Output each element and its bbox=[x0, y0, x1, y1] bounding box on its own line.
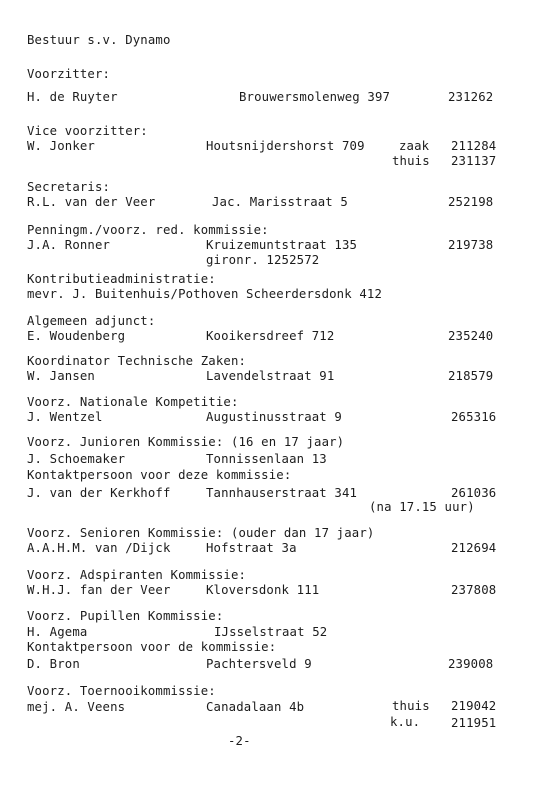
member-address: Tonnissenlaan 13 bbox=[206, 452, 327, 466]
member-address: Brouwersmolenweg 397 bbox=[239, 90, 391, 104]
contact-heading: Kontaktpersoon voor de kommissie: bbox=[27, 640, 277, 654]
member-phone: 231262 bbox=[448, 90, 494, 104]
member-address: Houtsnijdershorst 709 bbox=[206, 139, 365, 153]
member-name: W. Jonker bbox=[27, 139, 95, 153]
member-address: Kloversdonk 111 bbox=[206, 583, 320, 597]
member-phone: 218579 bbox=[448, 369, 494, 383]
section-heading: Algemeen adjunct: bbox=[27, 314, 156, 328]
member-name: R.L. van der Veer bbox=[27, 195, 156, 209]
member-phone: 265316 bbox=[451, 410, 497, 424]
member-address: Lavendelstraat 91 bbox=[206, 369, 335, 383]
member-phone: 261036 bbox=[451, 486, 497, 500]
section-heading: Voorzitter: bbox=[27, 67, 111, 81]
member-phone: 231137 bbox=[451, 154, 497, 168]
phone-label: zaak bbox=[399, 139, 430, 153]
member-address: Jac. Marisstraat 5 bbox=[212, 195, 348, 209]
member-phone: 212694 bbox=[451, 541, 497, 555]
phone-label: thuis bbox=[392, 154, 430, 168]
member-name: mej. A. Veens bbox=[27, 700, 126, 714]
member-phone: 235240 bbox=[448, 329, 494, 343]
section-heading: Voorz. Toernooikommissie: bbox=[27, 684, 216, 698]
member-address: Canadalaan 4b bbox=[206, 700, 305, 714]
section-heading: Kontributieadministratie: bbox=[27, 272, 216, 286]
contact-heading: Kontaktpersoon voor deze kommissie: bbox=[27, 468, 292, 482]
member-name: J.A. Ronner bbox=[27, 238, 111, 252]
member-name-address: mevr. J. Buitenhuis/Pothoven Scheerdersdonk 412 bbox=[27, 287, 383, 301]
section-heading: Vice voorzitter: bbox=[27, 124, 148, 138]
section-heading: Voorz. Senioren Kommissie: (ouder dan 17 jaar) bbox=[27, 526, 375, 540]
section-heading: Penningm./voorz. red. kommissie: bbox=[27, 223, 269, 237]
member-name: J. Wentzel bbox=[27, 410, 103, 424]
member-phone: 211951 bbox=[451, 716, 497, 730]
member-phone: 219738 bbox=[448, 238, 494, 252]
phone-label: thuis bbox=[392, 699, 430, 713]
member-phone: 239008 bbox=[448, 657, 494, 671]
member-phone: 211284 bbox=[451, 139, 497, 153]
member-address: Pachtersveld 9 bbox=[206, 657, 312, 671]
member-name: E. Woudenberg bbox=[27, 329, 126, 343]
member-name: J. Schoemaker bbox=[27, 452, 126, 466]
member-name: W.H.J. fan der Veer bbox=[27, 583, 171, 597]
member-name: J. van der Kerkhoff bbox=[27, 486, 171, 500]
member-address: Hofstraat 3a bbox=[206, 541, 297, 555]
member-address: Tannhauserstraat 341 bbox=[206, 486, 358, 500]
section-heading: Voorz. Pupillen Kommissie: bbox=[27, 609, 224, 623]
member-phone: 237808 bbox=[451, 583, 497, 597]
member-name: D. Bron bbox=[27, 657, 80, 671]
member-name: H. de Ruyter bbox=[27, 90, 118, 104]
section-heading: Voorz. Adspiranten Kommissie: bbox=[27, 568, 247, 582]
member-name: A.A.H.M. van /Dijck bbox=[27, 541, 171, 555]
member-address: Kruizemuntstraat 135 bbox=[206, 238, 358, 252]
member-name: H. Agema bbox=[27, 625, 88, 639]
member-address: Kooikersdreef 712 bbox=[206, 329, 335, 343]
member-phone: 219042 bbox=[451, 699, 497, 713]
section-heading: Koordinator Technische Zaken: bbox=[27, 354, 247, 368]
section-heading: Voorz. Junioren Kommissie: (16 en 17 jaar) bbox=[27, 435, 345, 449]
member-address: Augustinusstraat 9 bbox=[206, 410, 342, 424]
giro-number: gironr. 1252572 bbox=[206, 253, 320, 267]
section-heading: Voorz. Nationale Kompetitie: bbox=[27, 395, 239, 409]
member-phone: 252198 bbox=[448, 195, 494, 209]
member-address: IJsselstraat 52 bbox=[214, 625, 328, 639]
phone-note: (na 17.15 uur) bbox=[369, 500, 475, 514]
member-name: W. Jansen bbox=[27, 369, 95, 383]
document-title: Bestuur s.v. Dynamo bbox=[27, 33, 171, 47]
phone-label: k.u. bbox=[390, 715, 421, 729]
section-heading: Secretaris: bbox=[27, 180, 111, 194]
page-number: -2- bbox=[228, 734, 251, 748]
